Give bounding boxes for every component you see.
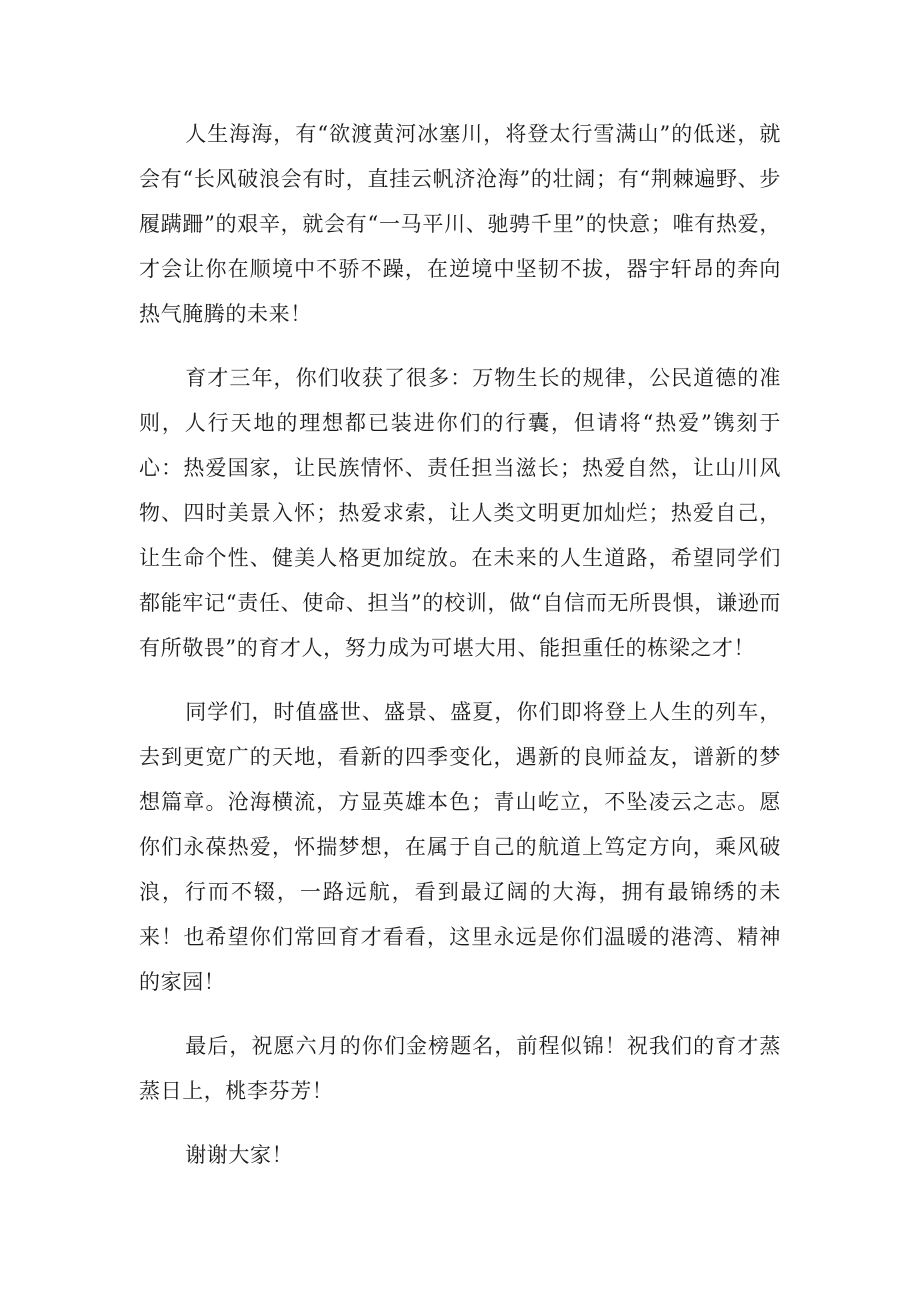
document-body [139, 112, 781, 1178]
paragraph-2: 育才三年，你们收获了很多：万物生长的规律，公民道德的准则，人行天地的理想都已装进你们的行囊，但请将“热爱”镌刻于心：热爱国家，让民族情怀、责任担当滋长；热爱自然，让山川风物、四时美景入怀；热爱求索，让人类文明更加灿烂；热爱自己，让生命个性、健美人格更加绽放。在未来的人生道路，希望同学们都能牢记“责任、使命、担当”的校训，做“自信而无所畏惧，谦逊而有所敬畏”的育才人，努力成为可堪大用、能担重任的栋梁之才！ [139, 366, 781, 660]
paragraph-4: 最后，祝愿六月的你们金榜题名，前程似锦！祝我们的育才蒸蒸日上，桃李芬芳！ [139, 1034, 781, 1103]
paragraph-1: 人生海海，有“欲渡黄河冰塞川，将登太行雪满山”的低迷，就会有“长风破浪会有时，直挂云帆济沧海”的壮阔；有“荆棘遍野、步履蹒跚”的艰辛，就会有“一马平川、驰骋千里”的快意；唯有热爱，才会让你在顺境中不骄不躁，在逆境中坚韧不拔，器宇轩昂的奔向热气腌腾的未来！ [139, 122, 781, 326]
paragraph-3: 同学们，时值盛世、盛景、盛夏，你们即将登上人生的列车，去到更宽广的天地，看新的四季变化，遇新的良师益友，谱新的梦想篇章。沧海横流，方显英雄本色；青山屹立，不坠凌云之志。愿你们永葆热爱，怀揣梦想，在属于自己的航道上笃定方向，乘风破浪，行而不辍，一路远航，看到最辽阔的大海，拥有最锦绣的未来！也希望你们常回育才看看，这里永远是你们温暖的港湾、精神的家园！ [139, 700, 781, 994]
paragraph-closing: 谢谢大家！ [185, 1143, 294, 1167]
